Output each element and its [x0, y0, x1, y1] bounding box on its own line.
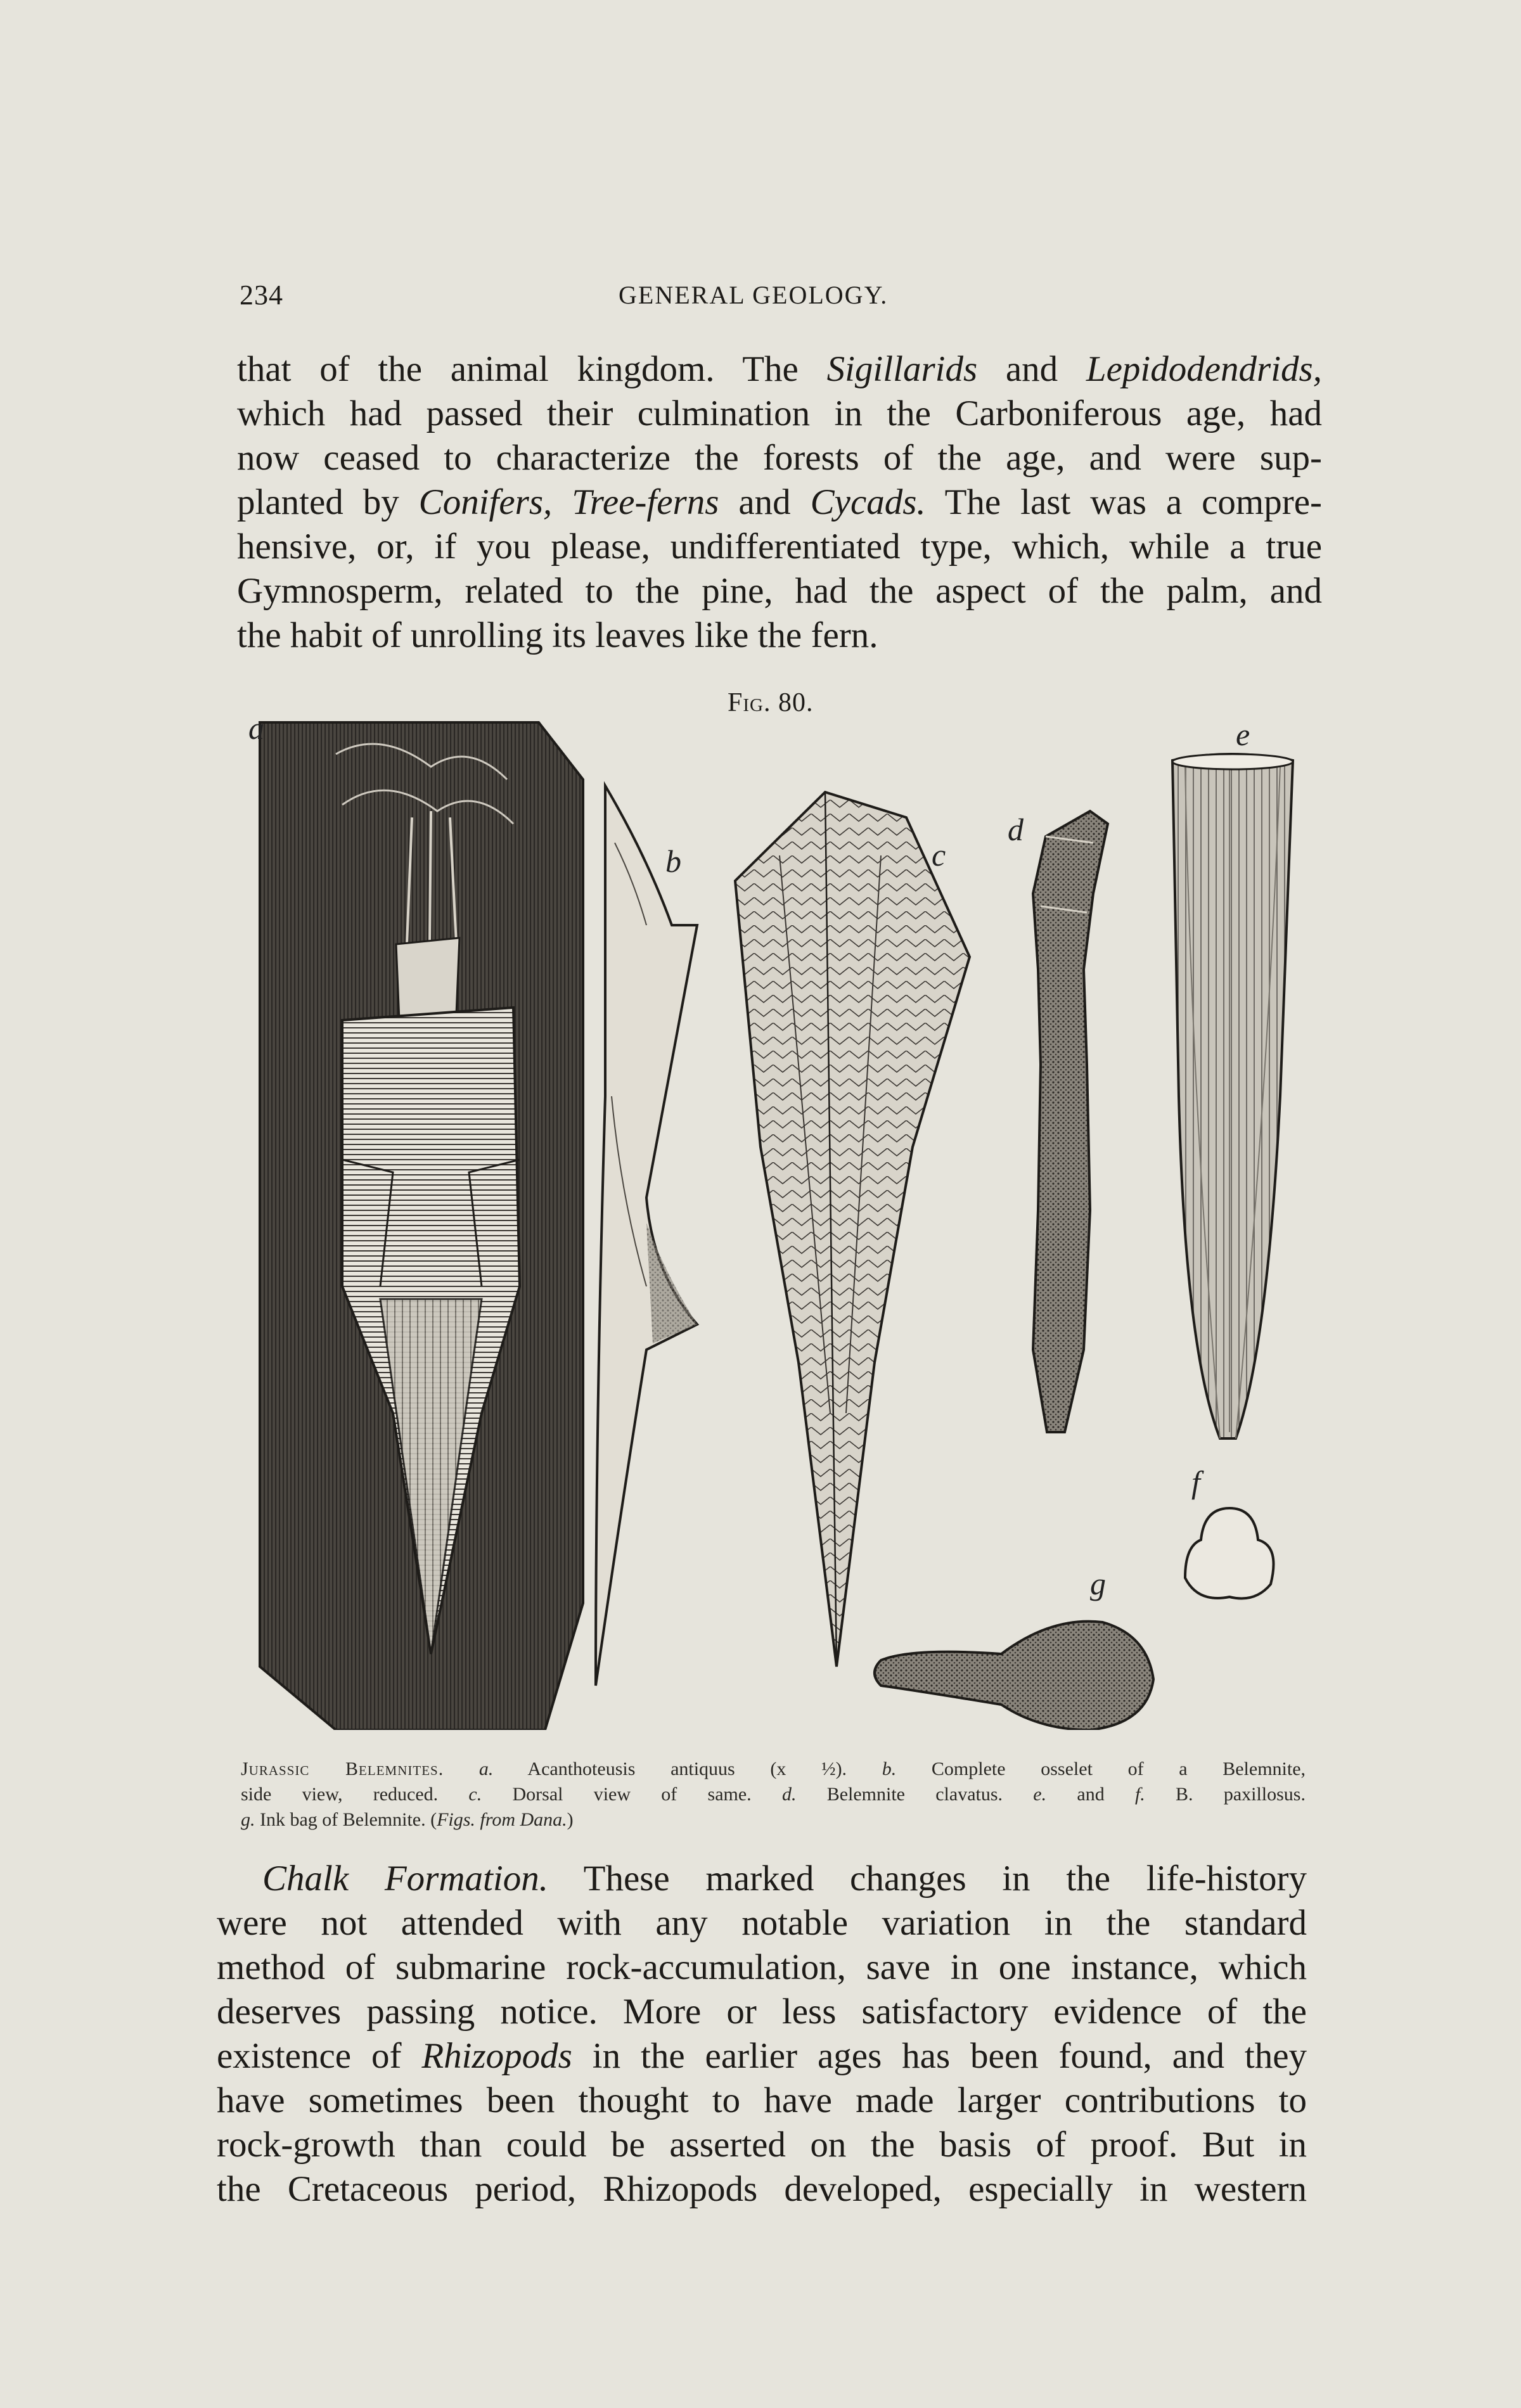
text-line: which had passed their culmination in the Carboniferous age, had: [237, 394, 1322, 433]
text-line: method of submarine rock-accumulation, save in one instance, which: [217, 1947, 1307, 1987]
belemnite-figure: [241, 710, 1318, 1730]
text-line: were not attended with any notable variation in the standard: [217, 1903, 1307, 1943]
text-line: planted by Conifers, Tree-ferns and Cycads. The last was a compre-: [237, 482, 1322, 522]
figure-title: Fig. 80.: [728, 688, 814, 717]
figure-caption: [241, 1757, 1306, 1833]
caption-title: Jurassic Belemnites.: [241, 1758, 444, 1779]
caption-line: g. Ink bag of Belemnite. (Figs. from Dana.): [241, 1809, 574, 1830]
text-line: rock-growth than could be asserted on the basis of proof. But in: [217, 2125, 1307, 2165]
running-head: GENERAL GEOLOGY.: [619, 281, 889, 309]
text-line: deserves passing notice. More or less satisfactory evidence of the: [217, 1992, 1307, 2032]
text-line: Gymnosperm, related to the pine, had the aspect of the palm, and: [237, 571, 1322, 611]
ink-bag-g: [875, 1622, 1153, 1730]
page-header: [240, 279, 1317, 323]
osselet-dorsal-view-c: [735, 792, 970, 1667]
belemnite-paxillosus-e: [1172, 754, 1293, 1438]
page-number: 234: [240, 279, 283, 311]
figure-label-d: d: [1008, 812, 1024, 847]
text-line: that of the animal kingdom. The Sigillarids and Lepidodendrids,: [237, 349, 1322, 389]
italic-term: Sigillarids: [826, 349, 978, 389]
text-line: the habit of unrolling its leaves like the fern.: [237, 615, 878, 655]
figure-label-b: b: [665, 843, 681, 879]
section-heading: Chalk Formation.: [262, 1859, 548, 1899]
italic-term: Rhizopods: [421, 2036, 572, 2076]
caption-line: Jurassic Belemnites. a. Acanthoteusis antiquus (x ½). b. Complete osselet of a Belemnite,: [241, 1758, 1306, 1779]
belemnite-clavatus-d: [1033, 811, 1108, 1432]
text-line: existence of Rhizopods in the earlier ages has been found, and they: [217, 2036, 1307, 2076]
text-line: the Cretaceous period, Rhizopods developed, especially in western: [217, 2169, 1307, 2209]
osselet-side-view-b: [596, 786, 697, 1686]
italic-term: Cycads.: [810, 482, 926, 522]
figure-label-f: f: [1191, 1464, 1200, 1500]
text-line: now ceased to characterize the forests of the age, and were sup-: [237, 438, 1322, 478]
paragraph-2: [217, 1857, 1307, 2212]
figure-label-g: g: [1090, 1566, 1106, 1601]
caption-line: side view, reduced. c. Dorsal view of same. d. Belemnite clavatus. e. and f. B. paxillosus.: [241, 1784, 1306, 1805]
text-line: hensive, or, if you please, undifferentiated type, which, while a true: [237, 527, 1322, 567]
fossil-slab-a: [260, 722, 583, 1730]
text-line: have sometimes been thought to have made larger contributions to: [217, 2080, 1307, 2120]
figure-engraving: [241, 716, 1318, 1730]
cross-section-f: [1185, 1508, 1274, 1599]
figure-label-c: c: [932, 837, 946, 873]
italic-term: Lepidodendrids,: [1086, 349, 1322, 389]
figure-label-e: e: [1236, 717, 1250, 752]
figure-label-a: a: [248, 710, 264, 746]
italic-term: Conifers, Tree-ferns: [418, 482, 719, 522]
paragraph-1: [237, 347, 1322, 658]
text-line: Chalk Formation. These marked changes in the life-history: [262, 1859, 1307, 1899]
